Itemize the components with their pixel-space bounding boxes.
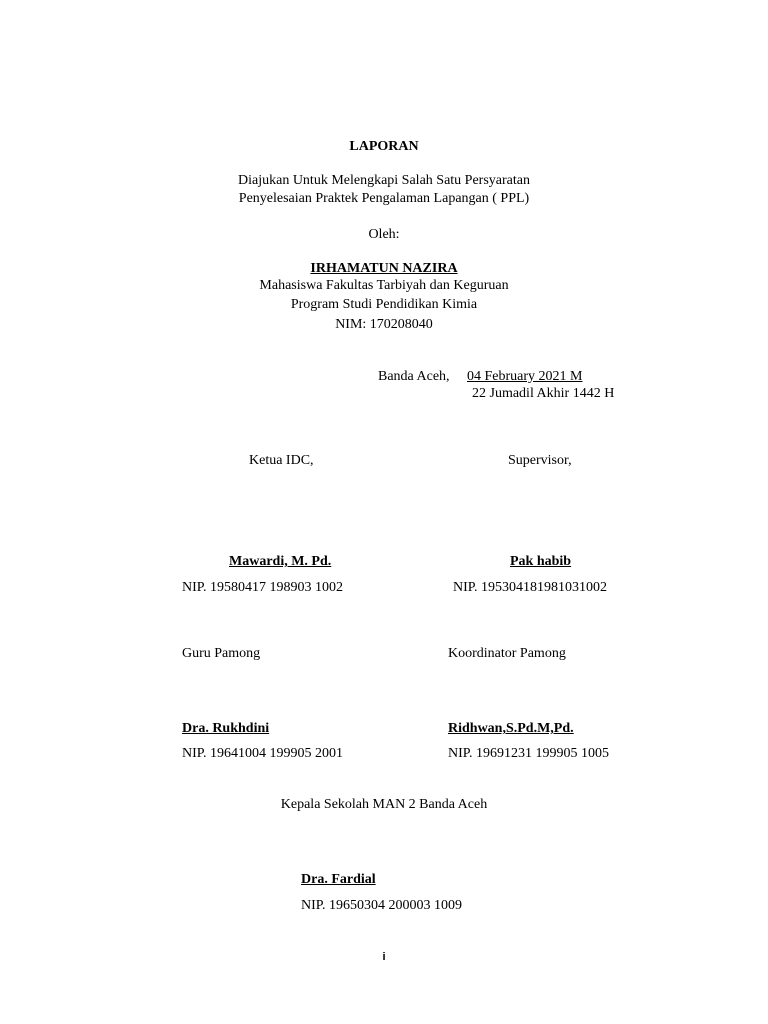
koordinator-nip: NIP. 19691231 199905 1005 xyxy=(448,746,610,761)
supervisor-nip: NIP. 195304181981031002 xyxy=(453,580,608,595)
report-title: LAPORAN xyxy=(349,139,419,154)
guru-name: Dra. Rukhdini xyxy=(182,721,270,736)
koordinator-name: Ridhwan,S.Pd.M,Pd. xyxy=(448,721,574,736)
supervisor-name: Pak habib xyxy=(510,554,572,569)
subtitle-line-2: Penyelesaian Praktek Pengalaman Lapangan ( PPL) xyxy=(238,191,530,206)
author-nim: NIM: 170208040 xyxy=(335,317,433,332)
by-label: Oleh: xyxy=(368,227,400,242)
date-hijri: 22 Jumadil Akhir 1442 H xyxy=(472,386,615,401)
kepala-name: Dra. Fardial xyxy=(301,872,376,887)
supervisor-role: Supervisor, xyxy=(508,453,572,468)
subtitle-line-1: Diajukan Untuk Melengkapi Salah Satu Persyaratan xyxy=(238,173,530,188)
page-number: i xyxy=(382,951,386,963)
author-faculty: Mahasiswa Fakultas Tarbiyah dan Keguruan xyxy=(259,278,509,293)
date-gregorian: 04 February 2021 M xyxy=(467,369,583,384)
guru-nip: NIP. 19641004 199905 2001 xyxy=(182,746,344,761)
author-program: Program Studi Pendidikan Kimia xyxy=(290,297,478,312)
ketua-name: Mawardi, M. Pd. xyxy=(229,554,332,569)
kepala-role: Kepala Sekolah MAN 2 Banda Aceh xyxy=(280,797,488,812)
ketua-role: Ketua IDC, xyxy=(249,453,314,468)
author-name: IRHAMATUN NAZIRA xyxy=(310,261,458,276)
kepala-nip: NIP. 19650304 200003 1009 xyxy=(301,898,463,913)
ketua-nip: NIP. 19580417 198903 1002 xyxy=(182,580,344,595)
guru-role: Guru Pamong xyxy=(182,646,261,661)
koordinator-role: Koordinator Pamong xyxy=(448,646,566,661)
date-place: Banda Aceh, xyxy=(378,369,450,384)
